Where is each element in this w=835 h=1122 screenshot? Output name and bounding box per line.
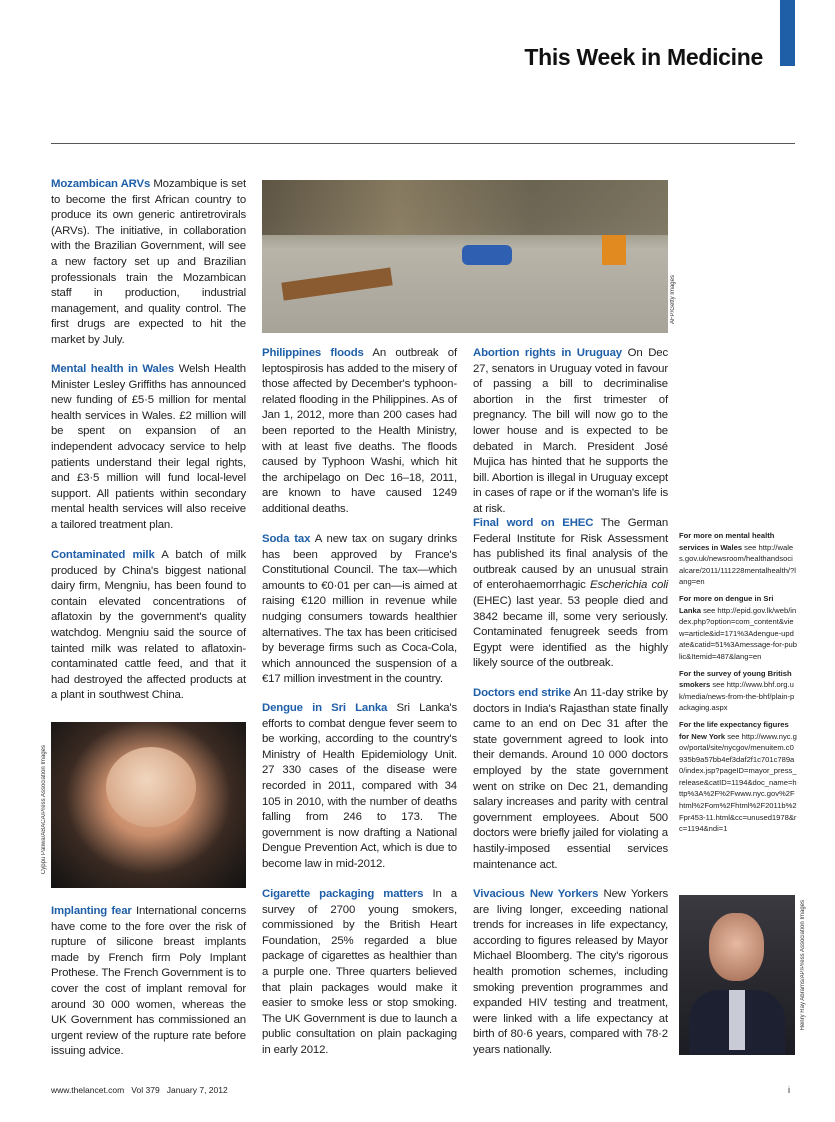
article-heading: Doctors end strike [473, 687, 571, 699]
article-philippines [262, 346, 457, 518]
article-newyork [473, 887, 668, 1059]
sidebar-notes [679, 530, 797, 840]
bag [462, 245, 512, 265]
sidebar-note-title: For the life expectancy figures for New York [679, 719, 789, 741]
sidebar-link[interactable]: see http://epid.gov.lk/web/index.php?option=com_content&view=article&id=171%3Adengue-update&catid=51%3Amessage-for-public&Itemid=487&lang=en [679, 605, 797, 661]
article-body: An outbreak of leptospirosis has added to the misery of those affected by December's typhoon-related flooding in the Philippines. As of Jan 1, 2012, more than 200 cases had been reported to the Health Ministry, with at least five deaths. The floods caused by Typhoon Washi, which hit the archipelago on Dec 16–18, 2011, are known to have caused 1249 additional deaths. [262, 347, 458, 515]
article-heading: Final word on EHEC [473, 517, 594, 529]
sidebar-link[interactable]: see http://www.nyc.gov/portal/site/nycgov/menuitem.c0935b9a57bb4ef3daf2f1c701c789a0/index.jsp?pageID=mayor_press_release&catID=1194&doc_name=http%3A%2F%2Fwww.nyc.gov%2Fhtml%2Fom%2Fhtml%2F2011b%2Fpr453-11.html&cc=unused1978&rc=1194&ndi=1 [679, 731, 797, 834]
article-heading: Mozambican ARVs [51, 178, 151, 190]
sidebar-note-title: For more on mental health services in Wales [679, 531, 775, 552]
sidebar-note [679, 719, 797, 835]
article-doctors [473, 686, 668, 873]
debris [262, 180, 668, 235]
sidebar-link[interactable]: see http://wales.gov.uk/newsroom/healthandsocialcare/2011/111228mentalhealth/?lang=en [679, 542, 796, 587]
sidebar-note-title: For the survey of young British smokers [679, 668, 792, 690]
article-milk [51, 548, 246, 704]
raft [281, 267, 392, 300]
sidebar-link[interactable]: see http://www.bhf.org.uk/media/news-from-the-bhf/plain-packaging.aspx [679, 680, 795, 713]
article-body-italic: Escherichia coli [590, 579, 668, 592]
article-heading: Abortion rights in Uruguay [473, 347, 622, 359]
article-body: In a survey of 2700 young smokers, commissioned by the British Heart Foundation, 25% regarded a blue package of cigarettes as healthier than a purple one. Three quarters believed that plain packages would make it easier to smoke less or stop smoking. The UK Government is due to launch a public consultation on plain packaging in early 2012. [262, 888, 457, 1056]
article-body: (EHEC) last year. 53 people died and 3842 became ill, some very seriously. Contaminated fenugreek seeds from Egypt were identified as the highly likely source of the outbreak. [473, 594, 668, 670]
article-heading: Mental health in Wales [51, 363, 175, 375]
article-body: An 11-day strike by doctors in India's Rajasthan state finally came to an end on Dec 31 after the state government agreed to look into their demands. Around 10 000 doctors employed by the state government went on strike on Dec 21, demanding salary increases and parity with central government employees. About 500 doctors were briefly jailed for violating a hastily-imposed essential services maintenance act. [473, 687, 668, 871]
person [602, 235, 626, 265]
sidebar-note [679, 530, 797, 588]
photo-credit: Henry Ray Abrams/AP/Press Association Images [800, 900, 806, 1031]
implant-photo [51, 722, 246, 888]
accent-bar [780, 0, 795, 66]
article-heading: Cigarette packaging matters [262, 888, 424, 900]
article-heading: Vivacious New Yorkers [473, 888, 599, 900]
article-heading: Philippines floods [262, 347, 364, 359]
article-implant [51, 904, 246, 1060]
article-body: The German Federal Institute for Risk Assessment has published its final analysis of the outbreak caused by an unusual strain of enterohaemorrhagic [473, 517, 668, 592]
implant-shape [106, 747, 196, 827]
article-body: A batch of milk produced by China's biggest national dairy firm, Mengniu, has been found to contain elevated concentrations of aflatoxin by the government's quality watchdog. Mengniu said the source of tainted milk was related to aflatoxin-contaminated cattle feed, and that it had destroyed the affected products at a plant in southwest China. [51, 549, 246, 702]
article-body: Sri Lanka's efforts to combat dengue fever seem to be working, according to the country's Ministry of Health Epidemiology Unit. 27 330 cases of the disease were recorded in 2011, compared with 34 105 in 2010, with the number of deaths falling from 246 to 173. The government is now drafting a National Dengue Prevention Act, which is due to become law in mid-2012. [262, 702, 457, 870]
article-body: Welsh Health Minister Lesley Griffiths has announced new funding of £5·5 million for mental health services in Wales. £2 million will be spent on expansion of an independent advocacy service to help patients understand their legal rights, and £3·5 million will fund local-level support. All patients within secondary mental health services will also receive a tailored treatment plan. [51, 363, 246, 531]
article-mozambican [51, 177, 246, 349]
article-ehec [473, 516, 668, 672]
flood-photo [262, 180, 668, 333]
divider [51, 143, 795, 144]
article-wales [51, 362, 246, 534]
article-dengue [262, 701, 457, 873]
sidebar-note [679, 593, 797, 663]
page-number: i [788, 1085, 790, 1095]
article-heading: Soda tax [262, 533, 311, 545]
photo-credit: Cyppu Paliwa/ABACA/Press Association Images [41, 745, 47, 875]
footer-citation: www.thelancet.com Vol 379 January 7, 2012 [51, 1085, 228, 1095]
article-body: Mozambique is set to become the first African country to produce its own generic antiretrovirals (ARVs). The initiative, in collaboration with the Brazilian Government, will see a new factory set up and Brazilian professionals train the Mozambican staff in production, industrial management, and quality control. The first drugs are expected to hit the market by July. [51, 178, 246, 346]
article-body: On Dec 27, senators in Uruguay voted in favour of passing a bill to decriminalise abortion in the first trimester of pregnancy. The bill will now go to the lower house and is expected to be debated in March. President José Mujica has hinted that he supports the bill. Abortion is illegal in Uruguay except in cases of rape or if the woman's life is at risk. [473, 347, 668, 515]
photo-credit: AFP/Getty Images [670, 275, 676, 325]
sidebar-note [679, 668, 797, 714]
sidebar-note-title: For more on dengue in Sri Lanka [679, 593, 774, 615]
article-cigarette [262, 887, 457, 1059]
article-body: A new tax on sugary drinks has been approved by France's Constitutional Council. The tax—which amounts to €0·01 per can—is aimed at raising €120 million in revenue while nudging consumers towards healthier alternatives. The tax has been criticised by beverage firms such as Coca-Cola, which announced the suspension of a €17 million investment in the country. [262, 533, 457, 686]
page-title: This Week in Medicine [524, 44, 763, 70]
face [709, 913, 764, 981]
shirt [729, 990, 745, 1050]
article-body: International concerns have come to the fore over the risk of rupture of silicone breast implants made by French firm Poly Implant Prothese. The French Government is to cover the cost of implant removal for around 30 000 women, whereas the UK Government has commissioned an urgent review of the rupture rate before issuing advice. [51, 905, 246, 1058]
article-body: New Yorkers are living longer, exceeding national trends for increases in life expectancy, according to figures released by Mayor Michael Bloomberg. The city's rigorous health promotion schemes, including smoking prevention programmes and expanded HIV testing and treatment, were linked with a life expectancy at birth of 80·6 years, compared with 78·2 years nationally. [473, 888, 669, 1056]
article-heading: Implanting fear [51, 905, 132, 917]
bloomberg-photo [679, 895, 795, 1055]
article-heading: Contaminated milk [51, 549, 155, 561]
article-heading: Dengue in Sri Lanka [262, 702, 388, 714]
article-abortion [473, 346, 668, 518]
article-soda [262, 532, 457, 688]
